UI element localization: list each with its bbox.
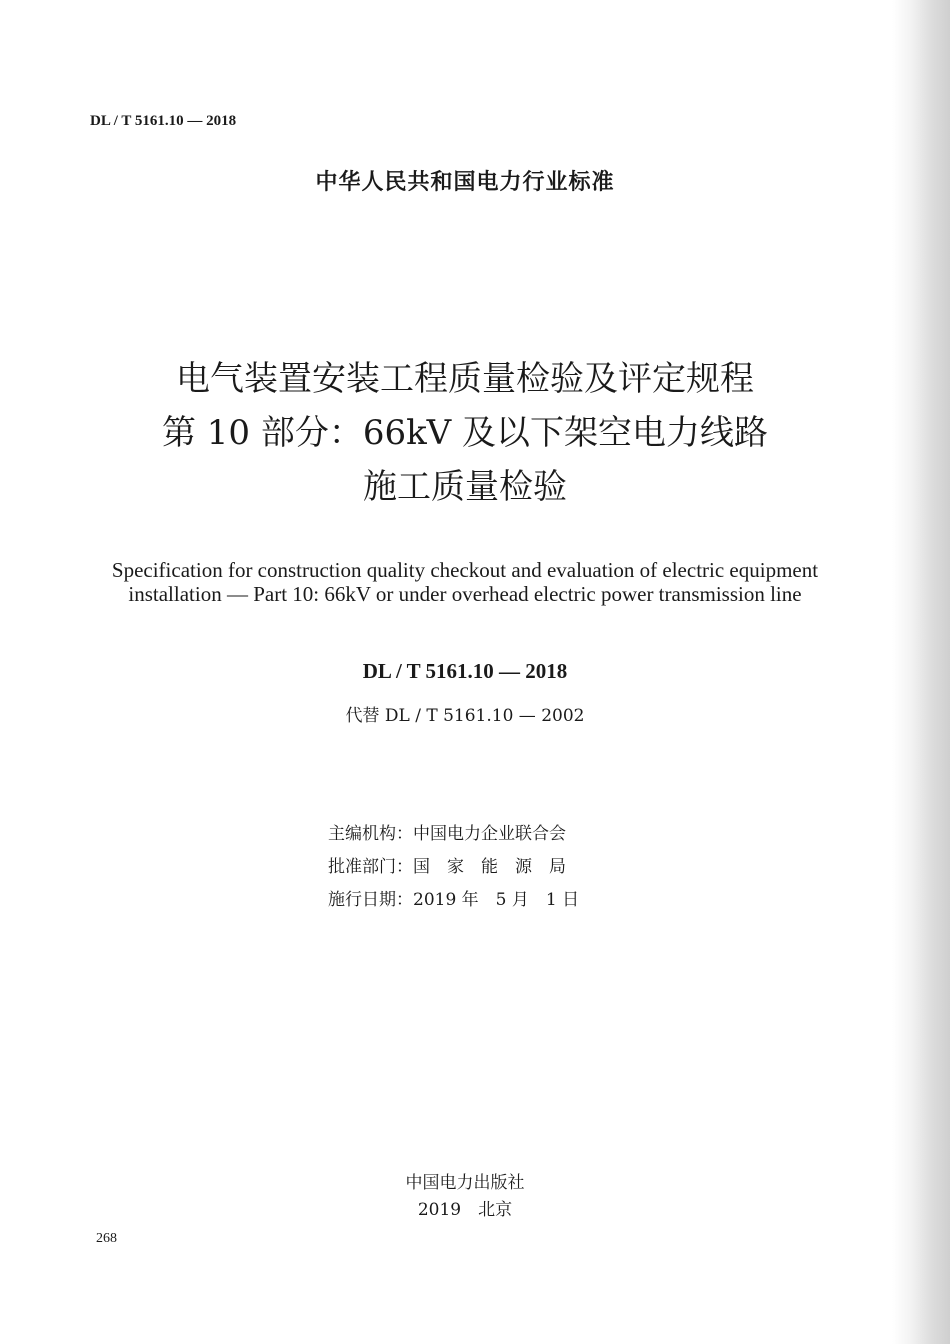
page-number: 268 xyxy=(96,1231,117,1246)
publisher-block xyxy=(0,1170,930,1224)
english-title-line-2: installation — Part 10: 66kV or under overhead electric power transmission line xyxy=(128,582,802,606)
publication-meta xyxy=(328,818,579,917)
publisher-year-place: 2019 北京 xyxy=(417,1200,513,1220)
industry-standard-heading: 中华人民共和国电力行业标准 xyxy=(315,170,615,195)
standard-code: DL / T 5161.10 — 2018 xyxy=(362,659,568,683)
editor-organization: 主编机构：中国电力企业联合会 xyxy=(328,824,566,844)
title-line-2: 第 10 部分：66kV 及以下架空电力线路 xyxy=(161,413,769,453)
effective-date: 施行日期：2019 年 5 月 1 日 xyxy=(328,890,580,910)
title-line-3: 施工质量检验 xyxy=(363,467,567,507)
english-title-line-1: Specification for construction quality checkout and evaluation of electric equipment xyxy=(111,558,819,582)
publisher-name: 中国电力出版社 xyxy=(405,1173,525,1193)
approving-department: 批准部门：国 家 能 源 局 xyxy=(328,857,566,877)
header-standard-code: DL / T 5161.10 — 2018 xyxy=(90,113,237,129)
document-title xyxy=(0,352,930,514)
replaces-standard: 代替 DL / T 5161.10 — 2002 xyxy=(345,706,585,726)
english-title xyxy=(0,558,930,606)
title-line-1: 电气装置安装工程质量检验及评定规程 xyxy=(176,359,754,399)
